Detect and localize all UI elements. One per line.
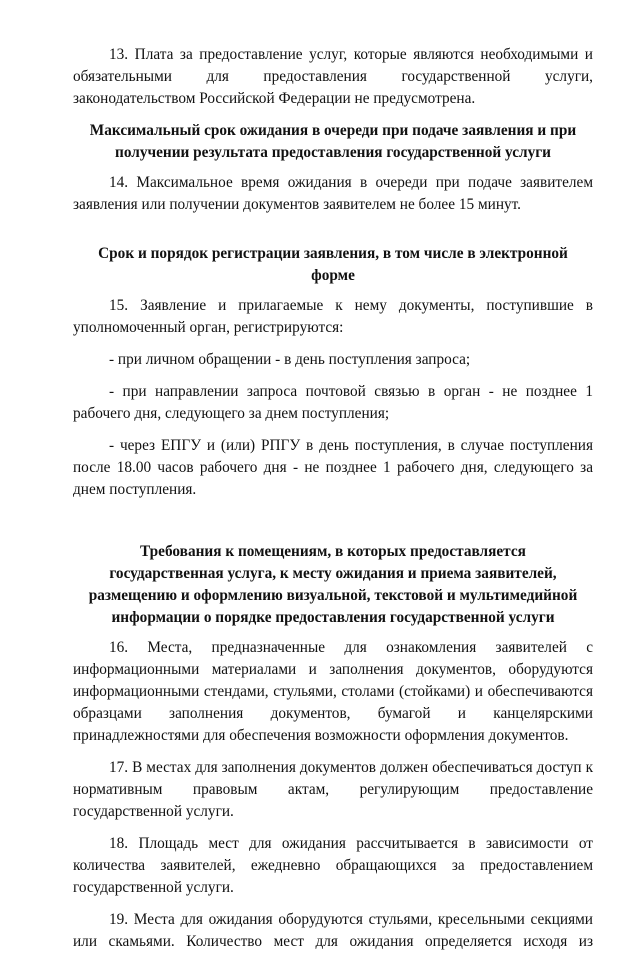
heading-premises: Требования к помещениям, в которых предоставляется государственная услуга, к месту ожидания и приема заявителей, размещению и оформлению визуальной, текстовой и мультимедийной информации о порядке предоставления государственной услуги bbox=[88, 543, 578, 626]
paragraph-15-item-b: - при направлении запроса почтовой связью в орган - не позднее 1 рабочего дня, следующего за днем поступления; bbox=[73, 383, 593, 422]
paragraph-15-item-a: - при личном обращении - в день поступления запроса; bbox=[109, 351, 471, 368]
paragraph-17: 17. В местах для заполнения документов должен обеспечиваться доступ к нормативным правовым актам, регулирующим предоставление государственной услуги. bbox=[73, 759, 593, 820]
paragraph-16: 16. Места, предназначенные для ознакомления заявителей с информационными материалами и заполнения документов, оборудуются информационными стендами, стульями, столами (стойками) и обеспечиваются образцами заполнения документов, бумагой и канцелярскими принадлежностями для обеспечения возможности оформления документов. bbox=[73, 639, 593, 744]
document-page bbox=[73, 44, 593, 953]
heading-registration: Срок и порядок регистрации заявления, в том числе в электронной форме bbox=[98, 245, 568, 284]
paragraph-18: 18. Площадь мест для ожидания рассчитывается в зависимости от количества заявителей, ежедневно обращающихся за предоставлением государственной услуги. bbox=[73, 835, 593, 896]
paragraph-15-item-c: - через ЕПГУ и (или) РПГУ в день поступления, в случае поступления после 18.00 часов рабочего дня - не позднее 1 рабочего дня, следующего за днем поступления. bbox=[73, 437, 593, 498]
heading-queue-wait: Максимальный срок ожидания в очереди при подаче заявления и при получении результата предоставления государственной услуги bbox=[89, 122, 577, 161]
paragraph-19: 19. Места для ожидания оборудуются стульями, кресельными секциями или скамьями. Количество мест для ожидания определяется исходя из bbox=[73, 911, 593, 950]
paragraph-14: 14. Максимальное время ожидания в очереди при подаче заявителем заявления или получении документов заявителем не более 15 минут. bbox=[73, 174, 593, 213]
paragraph-15: 15. Заявление и прилагаемые к нему документы, поступившие в уполномоченный орган, регистрируются: bbox=[73, 297, 593, 336]
paragraph-13: 13. Плата за предоставление услуг, которые являются необходимыми и обязательными для предоставления государственной услуги, законодательством Российской Федерации не предусмотрена. bbox=[73, 46, 593, 107]
